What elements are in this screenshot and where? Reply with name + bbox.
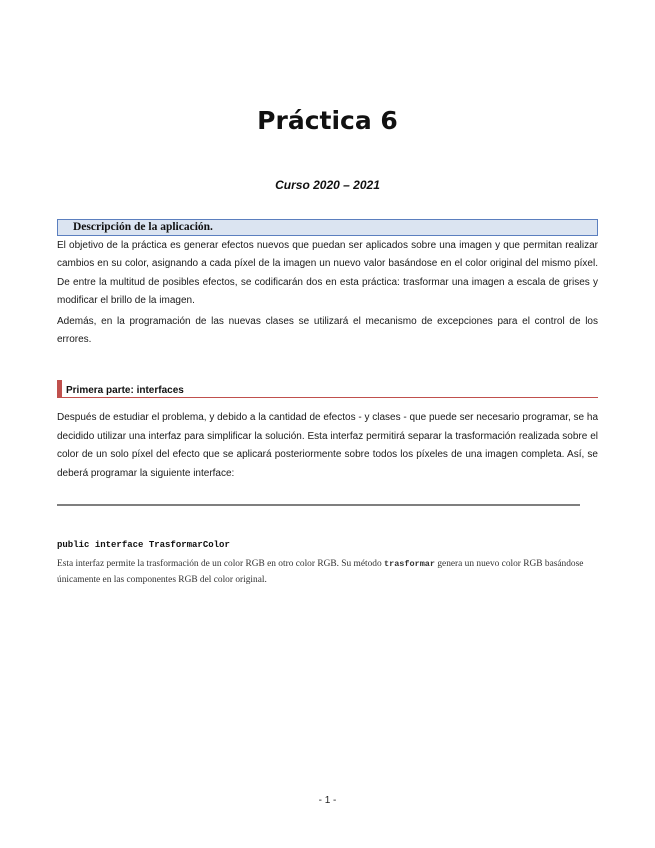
description-paragraph-2: Además, en la programación de las nuevas clases se utilizará el mecanismo de excepciones para el control de los errores. <box>57 316 598 346</box>
page-number: - 1 - <box>318 795 337 806</box>
section-heading-description: Descripción de la aplicación. <box>73 221 213 233</box>
section-heading-box <box>57 219 598 236</box>
course-subtitle: Curso 2020 – 2021 <box>275 178 380 192</box>
part-heading-interfaces: Primera parte: interfaces <box>66 385 184 396</box>
javadoc-text-after: genera un nuevo color RGB basándose únicamente en las componentes RGB del color original. <box>57 559 584 585</box>
code-keyword-public: public <box>57 540 90 550</box>
javadoc-text-before: Esta interfaz permite la trasformación de un color RGB en otro color RGB. Su método <box>57 559 384 569</box>
code-keyword-interface: interface <box>94 540 144 550</box>
page-title: Práctica 6 <box>257 106 398 135</box>
interface-declaration <box>57 540 230 550</box>
interface-javadoc <box>57 557 602 588</box>
description-paragraph-1: El objetivo de la práctica es generar efectos nuevos que puedan ser aplicados sobre una imagen y que permitan realizar cambios en su color, asignando a cada píxel de la imagen un nuevo valor basándose en el color original del mismo píxel. De entre la multitud de posibles efectos, se codificarán dos en esta práctica: trasformar una imagen a escala de grises y modificar el brillo de la imagen. <box>57 240 598 306</box>
interfaces-paragraph: Después de estudiar el problema, y debido a la cantidad de efectos - y clases - que puede ser necesario programar, se ha decidido utilizar una interfaz para simplificar la solución. Esta interfaz permitirá separar la trasformación realizada sobre el color de un solo píxel del efecto que se aplicará posteriormente sobre todos los píxeles de una imagen completa. Así, se deberá programar la siguiente interface: <box>57 412 598 479</box>
javadoc-method-name: trasformar <box>384 559 436 569</box>
part-heading-rule <box>62 397 598 398</box>
part-heading-marker <box>57 380 62 398</box>
horizontal-divider <box>57 504 580 506</box>
code-interface-name: TrasformarColor <box>148 540 230 550</box>
